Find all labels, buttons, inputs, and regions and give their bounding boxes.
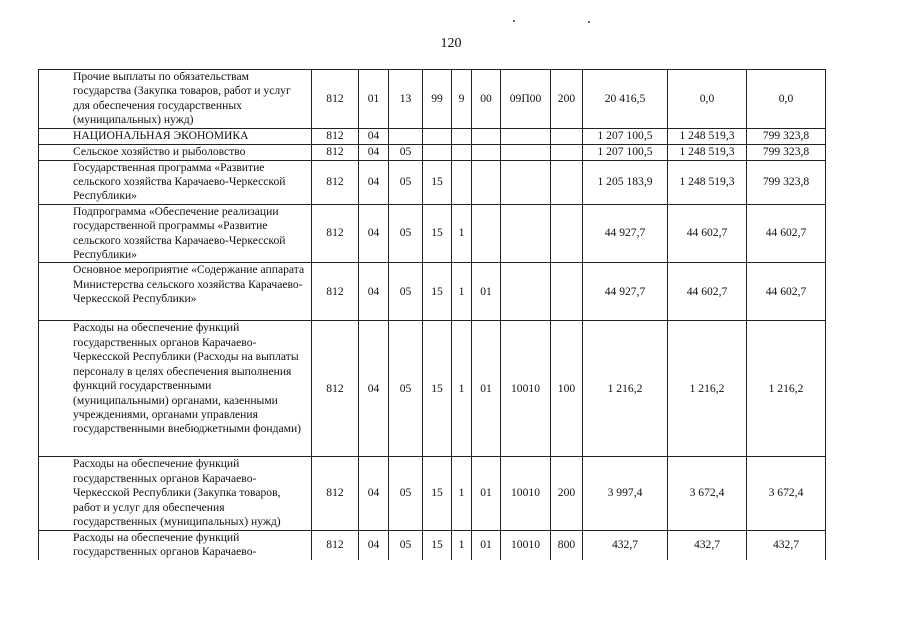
section-code-cell: 04 [359, 530, 389, 560]
row-name-cell: Расходы на обеспечение функций государственных органов Карачаево-Черкесской Республики (Расходы на выплаты персоналу в целях обеспечения выполнения функций государственными (муниципальными) органами, казенными учреждениями, органами управления государственными внебюджетными фондами) [39, 321, 312, 457]
ved-code-cell: 812 [312, 160, 359, 204]
program-code-cell [423, 144, 452, 160]
table-row [39, 70, 826, 129]
table-row [39, 321, 826, 457]
subsection-code-cell: 05 [389, 457, 423, 530]
subprogram-code-cell [452, 128, 472, 144]
program-code-cell: 15 [423, 160, 452, 204]
expense-type-cell [551, 128, 583, 144]
amount-year2-cell: 1 248 519,3 [668, 144, 747, 160]
direction-code-cell: 10010 [501, 321, 551, 457]
direction-code-cell [501, 263, 551, 321]
amount-year2-cell: 3 672,4 [668, 457, 747, 530]
table-row [39, 128, 826, 144]
scan-speck [588, 21, 590, 23]
activity-code-cell: 01 [472, 530, 501, 560]
section-code-cell: 04 [359, 321, 389, 457]
section-code-cell: 04 [359, 204, 389, 263]
table-row [39, 144, 826, 160]
subsection-code-cell [389, 128, 423, 144]
amount-year3-cell: 432,7 [747, 530, 826, 560]
amount-year2-cell: 432,7 [668, 530, 747, 560]
amount-year2-cell: 1 248 519,3 [668, 160, 747, 204]
subsection-code-cell: 05 [389, 144, 423, 160]
table-body [39, 70, 826, 561]
program-code-cell: 15 [423, 457, 452, 530]
expense-type-cell [551, 263, 583, 321]
section-code-cell: 04 [359, 457, 389, 530]
program-code-cell: 15 [423, 321, 452, 457]
row-name-cell: Прочие выплаты по обязательствам государства (Закупка товаров, работ и услуг для обеспечения государственных (муниципальных) нужд) [39, 70, 312, 129]
direction-code-cell [501, 128, 551, 144]
amount-year1-cell: 3 997,4 [583, 457, 668, 530]
program-code-cell: 15 [423, 204, 452, 263]
amount-year3-cell: 44 602,7 [747, 204, 826, 263]
program-code-cell: 15 [423, 530, 452, 560]
amount-year3-cell: 1 216,2 [747, 321, 826, 457]
subsection-code-cell: 13 [389, 70, 423, 129]
amount-year2-cell: 0,0 [668, 70, 747, 129]
amount-year1-cell: 432,7 [583, 530, 668, 560]
subprogram-code-cell [452, 144, 472, 160]
direction-code-cell: 10010 [501, 530, 551, 560]
direction-code-cell [501, 204, 551, 263]
ved-code-cell: 812 [312, 457, 359, 530]
activity-code-cell: 01 [472, 321, 501, 457]
ved-code-cell: 812 [312, 530, 359, 560]
row-name-cell: Сельское хозяйство и рыболовство [39, 144, 312, 160]
subsection-code-cell: 05 [389, 530, 423, 560]
expense-type-cell [551, 160, 583, 204]
subprogram-code-cell [452, 160, 472, 204]
table-row [39, 160, 826, 204]
direction-code-cell [501, 160, 551, 204]
expense-type-cell [551, 204, 583, 263]
direction-code-cell: 09П00 [501, 70, 551, 129]
table-row [39, 530, 826, 560]
ved-code-cell: 812 [312, 70, 359, 129]
ved-code-cell: 812 [312, 321, 359, 457]
table-row [39, 457, 826, 530]
expense-type-cell: 200 [551, 70, 583, 129]
section-code-cell: 04 [359, 128, 389, 144]
section-code-cell: 01 [359, 70, 389, 129]
amount-year1-cell: 1 216,2 [583, 321, 668, 457]
amount-year2-cell: 44 602,7 [668, 204, 747, 263]
row-name-cell: Подпрограмма «Обеспечение реализации государственной программы «Развитие сельского хозяйства Карачаево-Черкесской Республики» [39, 204, 312, 263]
table-row [39, 204, 826, 263]
ved-code-cell: 812 [312, 263, 359, 321]
ved-code-cell: 812 [312, 204, 359, 263]
table-row [39, 263, 826, 321]
amount-year1-cell: 44 927,7 [583, 263, 668, 321]
activity-code-cell [472, 204, 501, 263]
subprogram-code-cell: 1 [452, 530, 472, 560]
row-name-cell: Государственная программа «Развитие сельского хозяйства Карачаево-Черкесской Республики» [39, 160, 312, 204]
activity-code-cell [472, 128, 501, 144]
subsection-code-cell: 05 [389, 263, 423, 321]
activity-code-cell [472, 144, 501, 160]
amount-year3-cell: 799 323,8 [747, 160, 826, 204]
direction-code-cell [501, 144, 551, 160]
subprogram-code-cell: 1 [452, 457, 472, 530]
amount-year1-cell: 1 207 100,5 [583, 144, 668, 160]
amount-year2-cell: 1 216,2 [668, 321, 747, 457]
direction-code-cell: 10010 [501, 457, 551, 530]
subprogram-code-cell: 1 [452, 321, 472, 457]
row-name-cell: Основное мероприятие «Содержание аппарата Министерства сельского хозяйства Карачаево-Черкесской Республики» [39, 263, 312, 321]
row-name-cell: Расходы на обеспечение функций государственных органов Карачаево- [39, 530, 312, 560]
amount-year3-cell: 3 672,4 [747, 457, 826, 530]
subsection-code-cell: 05 [389, 204, 423, 263]
page-number: 120 [440, 36, 462, 51]
activity-code-cell: 00 [472, 70, 501, 129]
program-code-cell: 99 [423, 70, 452, 129]
section-code-cell: 04 [359, 144, 389, 160]
section-code-cell: 04 [359, 160, 389, 204]
program-code-cell: 15 [423, 263, 452, 321]
amount-year3-cell: 44 602,7 [747, 263, 826, 321]
subprogram-code-cell: 1 [452, 263, 472, 321]
expense-type-cell: 200 [551, 457, 583, 530]
subprogram-code-cell: 1 [452, 204, 472, 263]
amount-year3-cell: 799 323,8 [747, 144, 826, 160]
program-code-cell [423, 128, 452, 144]
amount-year1-cell: 44 927,7 [583, 204, 668, 263]
expense-type-cell: 100 [551, 321, 583, 457]
subsection-code-cell: 05 [389, 321, 423, 457]
subsection-code-cell: 05 [389, 160, 423, 204]
amount-year1-cell: 1 205 183,9 [583, 160, 668, 204]
subprogram-code-cell: 9 [452, 70, 472, 129]
activity-code-cell [472, 160, 501, 204]
amount-year1-cell: 20 416,5 [583, 70, 668, 129]
ved-code-cell: 812 [312, 128, 359, 144]
budget-table [38, 69, 826, 560]
row-name-cell: НАЦИОНАЛЬНАЯ ЭКОНОМИКА [39, 128, 312, 144]
amount-year3-cell: 799 323,8 [747, 128, 826, 144]
amount-year2-cell: 44 602,7 [668, 263, 747, 321]
activity-code-cell: 01 [472, 263, 501, 321]
ved-code-cell: 812 [312, 144, 359, 160]
amount-year2-cell: 1 248 519,3 [668, 128, 747, 144]
amount-year3-cell: 0,0 [747, 70, 826, 129]
expense-type-cell [551, 144, 583, 160]
amount-year1-cell: 1 207 100,5 [583, 128, 668, 144]
row-name-cell: Расходы на обеспечение функций государственных органов Карачаево-Черкесской Республики (Закупка товаров, работ и услуг для обеспечения государственных (муниципальных) нужд) [39, 457, 312, 530]
section-code-cell: 04 [359, 263, 389, 321]
scan-speck [513, 20, 515, 22]
activity-code-cell: 01 [472, 457, 501, 530]
expense-type-cell: 800 [551, 530, 583, 560]
